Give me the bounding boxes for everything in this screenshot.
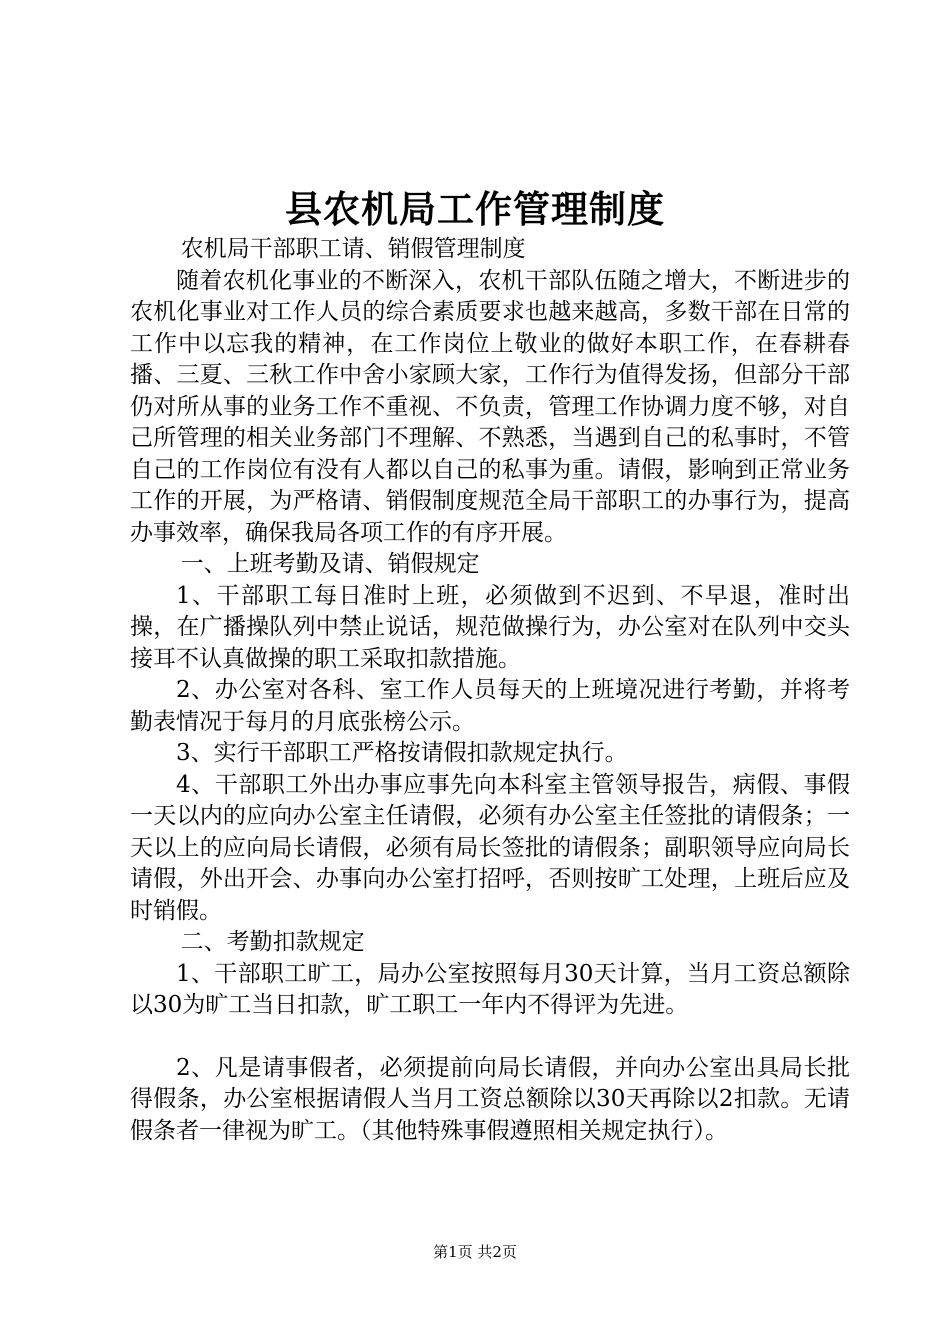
paragraph-deduction-2: 2、凡是请事假者，必须提前向局长请假，并向办公室出具局长批得假条，办公室根据请假人当月工资总额除以30天再除以2扣款。无请假条者一律视为旷工。（其他特殊事假遵照相关规定执行）。 <box>130 1054 850 1144</box>
paragraph-rule-1: 1、干部职工每日准时上班，必须做到不迟到、不早退，准时出操，在广播操队列中禁止说话，规范做操行为，办公室对在队列中交头接耳不认真做操的职工采取扣款措施。 <box>130 582 850 672</box>
paragraph-intro: 随着农机化事业的不断深入，农机干部队伍随之增大，不断进步的农机化事业对工作人员的综合素质要求也越来越高，多数干部在日常的工作中以忘我的精神，在工作岗位上敬业的做好本职工作，在春耕春播、三夏、三秋工作中舍小家顾大家，工作行为值得发扬，但部分干部仍对所从事的业务工作不重视、不负责，管理工作协调力度不够，对自己所管理的相关业务部门不理解、不熟悉，当遇到自己的私事时，不管自己的工作岗位有没有人都以自己的私事为重。请假，影响到正常业务工作的开展，为严格请、销假制度规范全局干部职工的办事行为，提高办事效率，确保我局各项工作的有序开展。 <box>130 267 850 546</box>
paragraph-gap <box>130 1022 850 1053</box>
section-heading-deduction: 二、考勤扣款规定 <box>180 929 365 955</box>
paragraph-rule-3: 3、实行干部职工严格按请假扣款规定执行。 <box>176 740 628 766</box>
section-heading-attendance: 一、上班考勤及请、销假规定 <box>180 551 480 577</box>
page-footer: 第1页 共2页 <box>433 1243 517 1261</box>
document-title: 县农机局工作管理制度 <box>285 187 665 231</box>
paragraph-deduction-1: 1、干部职工旷工，局办公室按照每月30天计算，当月工资总额除以30为旷工当日扣款，旷工职工一年内不得评为先进。 <box>130 960 850 1018</box>
paragraph-rule-4: 4、干部职工外出办事应事先向本科室主管领导报告，病假、事假一天以内的应向办公室主任请假，必须有办公室主任签批的请假条；一天以上的应向局长请假，必须有局长签批的请假条；副职领导应向局长请假，外出开会、办事向办公室打招呼，否则按旷工处理，上班后应及时销假。 <box>130 771 850 924</box>
document-body <box>130 234 850 1147</box>
paragraph-subtitle: 农机局干部职工请、销假管理制度 <box>180 236 526 262</box>
paragraph-rule-2: 2、办公室对各科、室工作人员每天的上班境况进行考勤，并将考勤表情况于每月的月底张榜公示。 <box>130 677 850 735</box>
